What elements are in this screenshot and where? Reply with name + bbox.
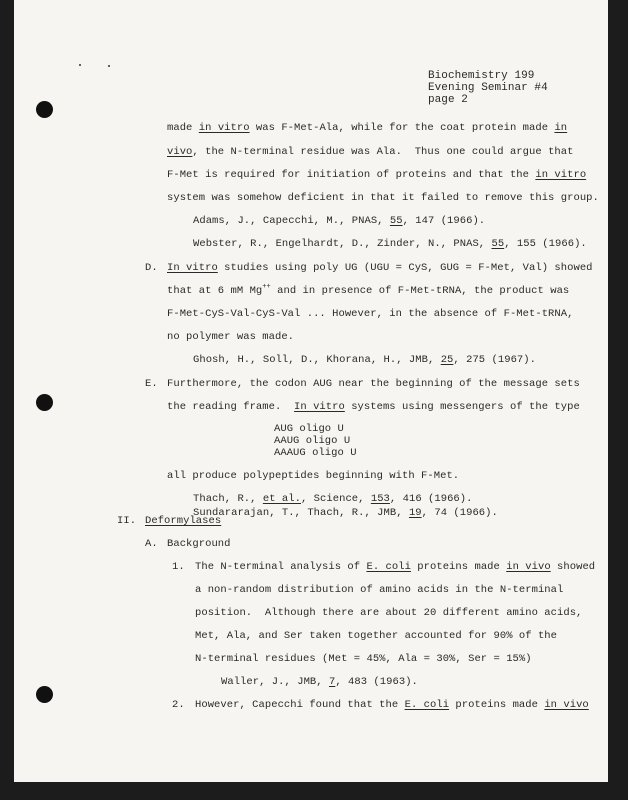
text-line: made in vitro was F-Met-Ala, while for the coat protein made in <box>167 122 568 134</box>
text-line: that at 6 mM Mg++ and in presence of F-Met-tRNA, the product was <box>167 283 570 297</box>
text-line: The N-terminal analysis of E. coli proteins made in vivo showed <box>195 561 596 573</box>
text-line: position. Although there are about 20 different amino acids, <box>195 607 583 619</box>
text-line: Met, Ala, and Ser taken together accounted for 90% of the <box>195 630 558 642</box>
scan-border <box>0 782 628 800</box>
text-line: F-Met is required for initiation of proteins and that the in vitro <box>167 169 587 181</box>
reference: Ghosh, H., Soll, D., Khorana, H., JMB, 25, 275 (1967). <box>193 354 536 366</box>
text-line: However, Capecchi found that the E. coli proteins made in vivo <box>195 699 589 711</box>
reference: Sundararajan, T., Thach, R., JMB, 19, 74 (1966). <box>193 507 498 519</box>
text-line: system was somehow deficient in that it failed to remove this group. <box>167 192 599 204</box>
punch-hole <box>36 101 53 118</box>
item-number: 1. <box>172 561 185 573</box>
subsection-label-a: A. <box>145 538 158 550</box>
text-line: no polymer was made. <box>167 331 295 343</box>
speck <box>79 64 81 66</box>
reference: Adams, J., Capecchi, M., PNAS, 55, 147 (1966). <box>193 215 486 227</box>
header-seminar: Evening Seminar #4 <box>428 82 548 94</box>
reference: Thach, R., et al., Science, 153, 416 (1966). <box>193 493 473 505</box>
section-title: Deformylases <box>145 515 222 527</box>
text-line: F-Met-CyS-Val-CyS-Val ... However, in the absence of F-Met-tRNA, <box>167 308 574 320</box>
text-line: all produce polypeptides beginning with F-Met. <box>167 470 460 482</box>
text-line: a non-random distribution of amino acids in the N-terminal <box>195 584 564 596</box>
punch-hole <box>36 394 53 411</box>
text-line: vivo, the N-terminal residue was Ala. Thus one could argue that <box>167 146 574 158</box>
text-line: Furthermore, the codon AUG near the beginning of the message sets <box>167 378 580 390</box>
section-label-d: D. <box>145 262 158 274</box>
oligo-item: AUG oligo U <box>274 423 344 435</box>
oligo-item: AAUG oligo U <box>274 435 351 447</box>
speck <box>108 65 110 67</box>
section-label-ii: II. <box>117 515 137 527</box>
text-line: N-terminal residues (Met = 45%, Ala = 30%, Ser = 15%) <box>195 653 532 665</box>
text-line: In vitro studies using poly UG (UGU = CyS, GUG = F-Met, Val) showed <box>167 262 593 274</box>
subsection-title: Background <box>167 538 231 550</box>
reference: Webster, R., Engelhardt, D., Zinder, N., PNAS, 55, 155 (1966). <box>193 238 587 250</box>
section-label-e: E. <box>145 378 158 390</box>
reference: Waller, J., JMB, 7, 483 (1963). <box>221 676 418 688</box>
header-page: page 2 <box>428 94 468 106</box>
item-number: 2. <box>172 699 185 711</box>
text-line: the reading frame. In vitro systems using messengers of the type <box>167 401 580 413</box>
punch-hole <box>36 686 53 703</box>
header-course: Biochemistry 199 <box>428 70 535 82</box>
oligo-item: AAAUG oligo U <box>274 447 357 459</box>
